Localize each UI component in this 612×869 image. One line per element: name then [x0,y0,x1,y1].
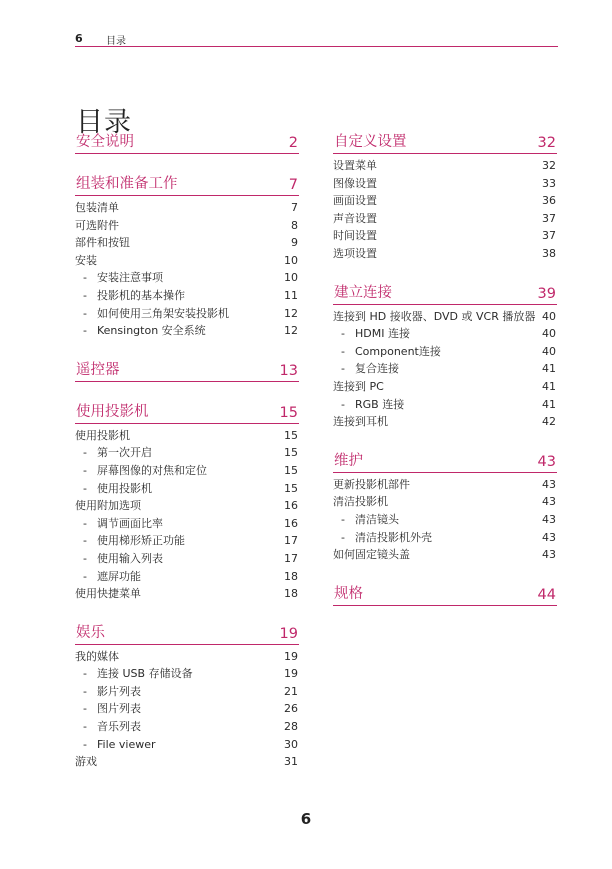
entry-text: 使用输入列表 [97,551,163,565]
toc-entry[interactable] [333,493,557,511]
section-page-number: 7 [288,177,298,193]
entry-page-number: 9 [291,236,298,250]
section-title: 自定义设置 [334,134,407,150]
section-page-number: 15 [279,404,298,421]
entry-text: 复合连接 [355,362,399,376]
entry-label [75,700,141,718]
entry-label [333,325,410,343]
entry-page-number: 15 [284,481,298,495]
toc-section [333,278,557,431]
entry-label [75,199,119,217]
entry-text: 清洁镜头 [355,512,399,526]
bullet-dash: - [341,512,345,526]
toc-subentry[interactable] [75,736,299,754]
entry-page-number: 19 [284,667,298,681]
section-title: 规格 [334,585,363,602]
toc-entry[interactable] [75,648,299,666]
toc-section [333,127,557,263]
entry-label [75,568,141,586]
entry-text: 图像设置 [333,176,377,190]
page-title: 目录 [76,107,132,139]
entry-text: 清洁投影机 [333,495,388,509]
toc-subentry[interactable] [333,343,557,361]
entry-label [333,546,410,564]
entry-page-number: 43 [542,477,556,491]
toc-subentry[interactable] [75,665,299,683]
bullet-dash: - [83,288,87,302]
entry-label [333,493,388,511]
entry-text: 画面设置 [333,194,377,208]
entry-label [75,234,130,252]
toc-section [75,397,299,603]
entry-label [333,378,384,396]
toc-section [333,446,557,564]
entry-page-number: 43 [542,548,556,562]
section-page-number: 19 [279,625,298,642]
section-heading[interactable] [333,579,557,606]
toc-subentry[interactable] [333,396,557,414]
entry-text: 可选附件 [75,218,119,232]
entry-text: 屏幕图像的对焦和定位 [97,463,207,477]
entry-text: RGB 连接 [355,397,405,411]
entry-page-number: 40 [542,327,556,341]
bullet-dash: - [83,306,87,320]
toc-entry[interactable] [333,192,557,210]
entry-page-number: 8 [291,218,298,232]
entry-label [75,585,141,603]
toc-subentry[interactable] [75,480,299,498]
bullet-dash: - [341,362,345,376]
toc-subentry[interactable] [333,511,557,529]
toc-entry[interactable] [333,210,557,228]
toc-subentry[interactable] [75,322,299,340]
entry-label [75,217,119,235]
entry-label [75,480,152,498]
entry-page-number: 16 [284,516,298,530]
toc-entry[interactable] [333,157,557,175]
section-heading[interactable] [333,127,557,154]
entry-page-number: 31 [284,755,298,769]
footer-page-number: 6 [300,810,312,828]
entry-page-number: 40 [542,309,556,323]
toc-entry[interactable] [75,252,299,270]
entry-list [333,305,557,431]
entry-text: Component连接 [355,344,441,358]
toc-subentry[interactable] [75,532,299,550]
bullet-dash: - [83,324,87,338]
entry-page-number: 33 [542,176,556,190]
entry-label [333,529,432,547]
section-page-number: 43 [537,453,556,470]
entry-text: 投影机的基本操作 [97,288,185,302]
bullet-dash: - [83,720,87,734]
entry-text: 连接 USB 存储设备 [97,667,193,681]
entry-label [75,305,229,323]
toc-section [75,355,299,382]
entry-page-number: 32 [542,159,556,172]
running-header [75,30,558,47]
toc-subentry[interactable] [333,360,557,378]
entry-label [333,476,410,494]
entry-label [75,497,141,515]
toc-entry[interactable] [333,413,557,431]
entry-text: 使用梯形矫正功能 [97,534,185,548]
entry-label [75,252,97,270]
entry-label [75,736,156,754]
entry-page-number: 43 [542,530,556,544]
entry-list [75,645,299,771]
entry-text: 部件和按钮 [75,236,130,250]
bullet-dash: - [83,551,87,565]
entry-list [333,473,557,564]
toc-section [333,579,557,606]
entry-text: 连接到 HD 接收器、DVD 或 VCR 播放器 [333,309,536,323]
toc-subentry[interactable] [75,462,299,480]
entry-text: 安装注意事项 [97,271,163,285]
entry-page-number: 10 [284,253,298,267]
entry-page-number: 41 [542,397,556,411]
entry-label [333,308,539,326]
entry-label [75,462,207,480]
entry-page-number: 43 [542,512,556,526]
entry-label [75,444,152,462]
header-page-number: 6 [75,32,83,45]
bullet-dash: - [341,344,345,358]
toc-subentry[interactable] [333,529,557,547]
entry-text: 使用附加选项 [75,499,141,513]
entry-text: 使用投影机 [97,481,152,495]
section-page-number: 13 [279,362,298,379]
bullet-dash: - [83,702,87,716]
entry-label [75,550,163,568]
bullet-dash: - [341,397,345,411]
bullet-dash: - [83,271,87,285]
toc-section [75,618,299,771]
section-heading[interactable] [333,446,557,473]
toc-entry[interactable] [333,476,557,494]
section-heading[interactable] [333,278,557,305]
section-heading[interactable] [75,169,299,196]
entry-page-number: 18 [284,569,298,583]
entry-label [75,648,119,666]
section-page-number: 44 [537,586,556,603]
entry-label [333,360,399,378]
entry-page-number: 11 [284,288,298,302]
bullet-dash: - [83,569,87,583]
entry-label [75,515,163,533]
entry-label [75,532,185,550]
bullet-dash: - [83,667,87,681]
bullet-dash: - [341,327,345,341]
section-title: 使用投影机 [76,403,149,420]
entry-label [333,396,404,414]
toc-subentry[interactable] [75,305,299,323]
entry-list [75,196,299,340]
toc-entry[interactable] [75,585,299,603]
entry-label [75,665,193,683]
toc-entry[interactable] [75,217,299,235]
entry-label [75,322,206,340]
section-page-number: 2 [288,135,298,151]
entry-text: 更新投影机部件 [333,477,410,491]
entry-page-number: 19 [284,649,298,663]
entry-text: 使用投影机 [75,428,130,442]
entry-text: 包装清单 [75,201,119,214]
entry-list [75,424,299,603]
entry-page-number: 16 [284,499,298,513]
entry-text: 连接到 PC [333,379,384,393]
section-title: 遥控器 [76,361,120,378]
toc-section [75,169,299,340]
entry-text: HDMI 连接 [355,327,410,341]
toc-left-column [75,127,299,786]
entry-label [333,245,377,263]
section-title: 组装和准备工作 [76,176,178,192]
toc-subentry[interactable] [75,550,299,568]
entry-page-number: 17 [284,551,298,565]
entry-label [333,227,377,245]
entry-text: 游戏 [75,755,97,769]
toc-subentry[interactable] [75,515,299,533]
entry-text: 如何使用三角架安装投影机 [97,306,229,320]
entry-text: File viewer [97,737,156,751]
section-title: 娱乐 [76,624,105,641]
toc-entry[interactable] [75,753,299,771]
entry-page-number: 15 [284,463,298,477]
entry-text: 声音设置 [333,211,377,225]
entry-page-number: 28 [284,720,298,734]
toc-right-column [333,127,557,621]
entry-label [333,343,441,361]
bullet-dash: - [83,737,87,751]
bullet-dash: - [341,530,345,544]
entry-label [75,683,141,701]
entry-label [75,718,141,736]
bullet-dash: - [83,481,87,495]
toc-entry[interactable] [333,227,557,245]
toc-entry[interactable] [333,175,557,193]
entry-label [333,192,377,210]
entry-label [333,413,388,431]
entry-text: 连接到耳机 [333,415,388,429]
entry-page-number: 38 [542,246,556,260]
entry-label [75,287,185,305]
entry-page-number: 12 [284,306,298,320]
toc-subentry[interactable] [75,718,299,736]
entry-page-number: 21 [284,684,298,698]
section-heading[interactable] [75,127,299,154]
entry-page-number: 15 [284,446,298,460]
entry-label [75,427,130,445]
entry-text: 音乐列表 [97,720,141,734]
section-title: 安全说明 [76,134,134,150]
entry-page-number: 43 [542,495,556,509]
section-heading[interactable] [75,355,299,382]
entry-page-number: 10 [284,271,298,285]
section-page-number: 32 [537,135,556,151]
toc-entry[interactable] [75,427,299,445]
entry-page-number: 30 [284,737,298,751]
entry-page-number: 41 [542,362,556,376]
entry-text: Kensington 安全系统 [97,324,206,338]
toc-entry[interactable] [333,308,557,326]
bullet-dash: - [83,463,87,477]
toc-section [75,127,299,154]
entry-text: 设置菜单 [333,159,377,172]
toc-subentry[interactable] [75,568,299,586]
entry-label [333,175,377,193]
toc-subentry[interactable] [75,269,299,287]
entry-text: 影片列表 [97,684,141,698]
entry-text: 调节画面比率 [97,516,163,530]
entry-page-number: 37 [542,229,556,243]
section-heading[interactable] [75,397,299,424]
entry-page-number: 36 [542,194,556,208]
section-title: 维护 [334,452,363,469]
entry-list [333,154,557,263]
section-heading[interactable] [75,618,299,645]
entry-page-number: 40 [542,344,556,358]
entry-page-number: 15 [284,428,298,442]
section-title: 建立连接 [334,284,392,301]
toc-entry[interactable] [333,245,557,263]
entry-page-number: 17 [284,534,298,548]
entry-page-number: 12 [284,324,298,338]
toc-entry[interactable] [333,546,557,564]
toc-entry[interactable] [75,199,299,217]
entry-label [333,157,377,175]
entry-text: 遮屏功能 [97,569,141,583]
entry-text: 选项设置 [333,246,377,260]
entry-text: 使用快捷菜单 [75,587,141,601]
toc-subentry[interactable] [333,325,557,343]
toc-subentry[interactable] [75,683,299,701]
bullet-dash: - [83,516,87,530]
entry-page-number: 37 [542,211,556,225]
entry-text: 我的媒体 [75,649,119,663]
entry-text: 清洁投影机外壳 [355,530,432,544]
bullet-dash: - [83,684,87,698]
entry-label [75,753,97,771]
bullet-dash: - [83,534,87,548]
toc-entry[interactable] [75,497,299,515]
entry-page-number: 42 [542,415,556,429]
header-title: 目录 [106,36,126,47]
entry-page-number: 41 [542,379,556,393]
entry-label [333,511,399,529]
entry-text: 如何固定镜头盖 [333,548,410,562]
entry-text: 安装 [75,253,97,267]
entry-label [333,210,377,228]
bullet-dash: - [83,446,87,460]
entry-page-number: 26 [284,702,298,716]
entry-page-number: 7 [291,201,298,214]
toc-entry[interactable] [75,234,299,252]
toc-subentry[interactable] [75,700,299,718]
toc-subentry[interactable] [75,287,299,305]
toc-entry[interactable] [333,378,557,396]
entry-label [75,269,163,287]
entry-text: 时间设置 [333,229,377,243]
toc-subentry[interactable] [75,444,299,462]
entry-page-number: 18 [284,587,298,601]
section-page-number: 39 [537,285,556,302]
entry-text: 图片列表 [97,702,141,716]
entry-text: 第一次开启 [97,446,152,460]
